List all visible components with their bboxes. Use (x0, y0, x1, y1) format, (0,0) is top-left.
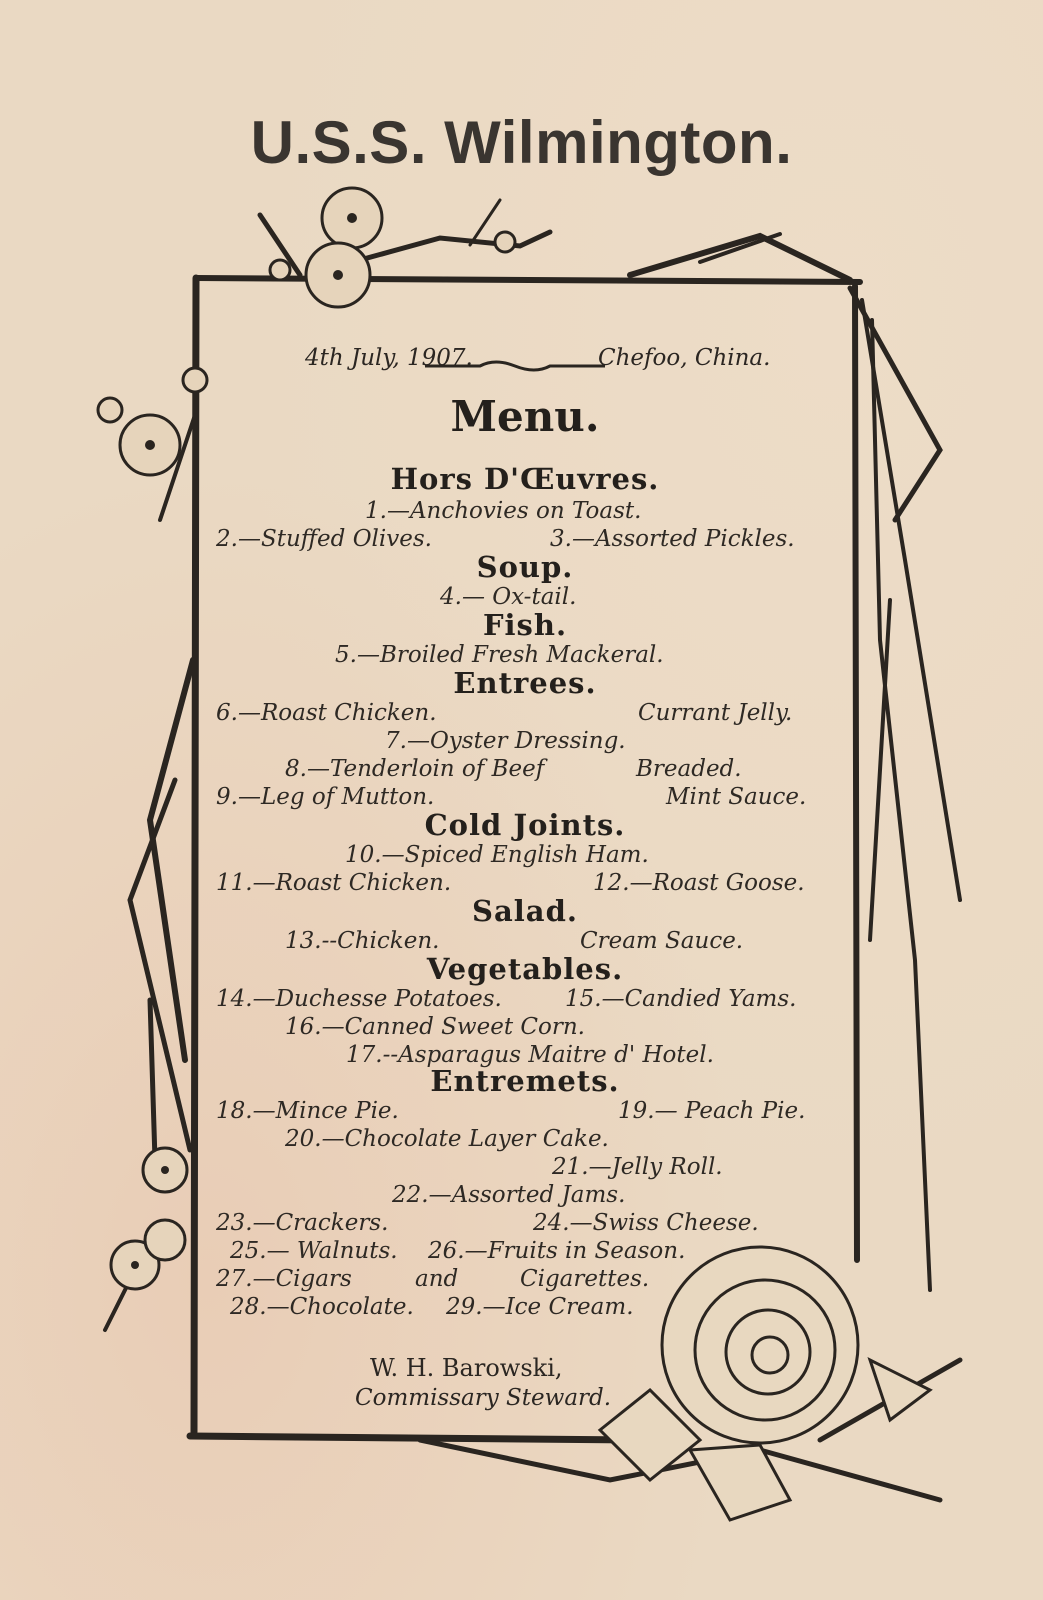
menu-item: 29.—Ice Cream. (446, 1294, 634, 1320)
menu-item: 9.—Leg of Mutton. (216, 784, 435, 810)
ornament-divider (425, 356, 605, 376)
menu-date: 4th July, 1907. (305, 345, 473, 371)
menu-place: Chefoo, China. (598, 345, 771, 371)
menu-item: 16.—Canned Sweet Corn. (285, 1014, 585, 1040)
menu-item: 12.—Roast Goose. (593, 870, 805, 896)
menu-item: 15.—Candied Yams. (565, 986, 797, 1012)
menu-item: 7.—Oyster Dressing. (385, 728, 626, 754)
menu-item-sauce: Cream Sauce. (580, 928, 744, 954)
menu-item: 19.— Peach Pie. (618, 1098, 806, 1124)
menu-item: 2.—Stuffed Olives. (216, 526, 432, 552)
heading-fish: Fish. (482, 608, 568, 642)
menu-item: 26.—Fruits in Season. (428, 1238, 686, 1264)
heading-entrees: Entrees. (453, 666, 597, 700)
menu-item-sauce: Breaded. (636, 756, 742, 782)
menu-item: 14.—Duchesse Potatoes. (216, 986, 502, 1012)
ship-title: U.S.S. Wilmington. (250, 109, 793, 176)
menu-item: 17.--Asparagus Maitre d' Hotel. (346, 1042, 714, 1068)
menu-item-sauce: Currant Jelly. (638, 700, 793, 726)
heading-cold-joints: Cold Joints. (424, 808, 626, 842)
menu-item: 25.— Walnuts. (230, 1238, 398, 1264)
menu-item: 11.—Roast Chicken. (216, 870, 452, 896)
heading-hors: Hors D'Œuvres. (390, 462, 660, 496)
menu-item: 1.—Anchovies on Toast. (365, 498, 642, 524)
menu-item: 27.—Cigars (216, 1266, 352, 1292)
menu-item: 22.—Assorted Jams. (392, 1182, 626, 1208)
menu-title: Menu. (450, 392, 600, 441)
heading-entremets: Entremets. (430, 1064, 620, 1098)
menu-item: 3.—Assorted Pickles. (550, 526, 795, 552)
menu-item: 4.— Ox-tail. (440, 584, 577, 610)
menu-item: 18.—Mince Pie. (216, 1098, 399, 1124)
signature-name: W. H. Barowski, (370, 1354, 563, 1382)
heading-soup: Soup. (476, 550, 574, 584)
menu-item: 20.—Chocolate Layer Cake. (285, 1126, 609, 1152)
menu-item: 23.—Crackers. (216, 1210, 389, 1236)
menu-item-conjunction: and (415, 1266, 459, 1292)
menu-item: 21.—Jelly Roll. (552, 1154, 723, 1180)
menu-item: Cigarettes. (520, 1266, 650, 1292)
signature-role: Commissary Steward. (355, 1385, 612, 1411)
menu-item: 5.—Broiled Fresh Mackeral. (335, 642, 664, 668)
menu-item: 10.—Spiced English Ham. (345, 842, 649, 868)
menu-item: 28.—Chocolate. (230, 1294, 414, 1320)
menu-item: 24.—Swiss Cheese. (533, 1210, 759, 1236)
heading-salad: Salad. (472, 894, 578, 928)
menu-item: 13.--Chicken. (285, 928, 440, 954)
menu-item-sauce: Mint Sauce. (666, 784, 807, 810)
menu-item: 8.—Tenderloin of Beef (285, 756, 545, 782)
menu-item: 6.—Roast Chicken. (216, 700, 437, 726)
heading-vegetables: Vegetables. (426, 952, 624, 986)
